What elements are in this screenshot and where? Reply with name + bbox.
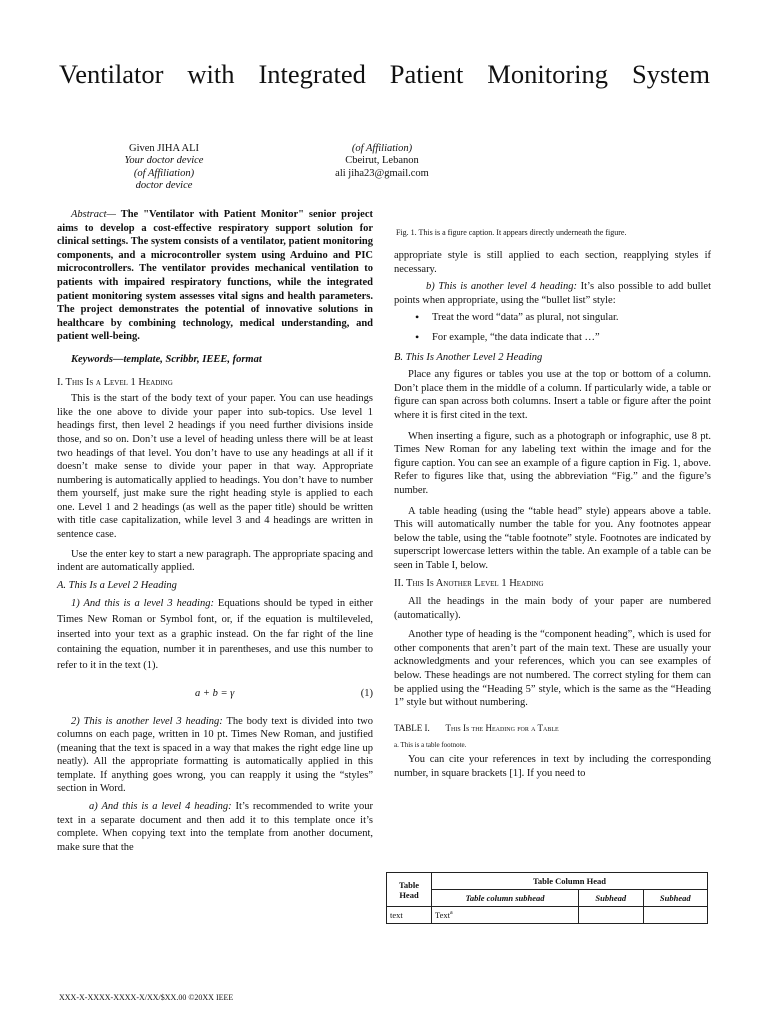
table-caption (394, 722, 711, 736)
body-paragraph: When inserting a figure, such as a photograph or infographic, use 8 pt. Times New Roman for any labeling text within the image and for the figure caption. You can see an example of a figure caption in Fig. 1, above. Refer to figures like that, using the abbreviation “Fig.” and the figure’s number. (394, 430, 711, 496)
level3-heading: 2) This is another level 3 heading: (71, 715, 223, 727)
data-table (386, 872, 708, 924)
page-footer: XXX-X-XXXX-XXXX-X/XX/$XX.00 ©20XX IEEE (59, 993, 234, 1002)
section-heading-2: II. This Is Another Level 1 Heading (394, 578, 544, 590)
table-column-head: Table Column Head (432, 873, 708, 890)
author-city: Cbeirut, Lebanon (345, 155, 419, 167)
bullet-item: • For example, “the data indicate that …” (432, 331, 711, 345)
left-column (57, 208, 373, 854)
body-paragraph: Use the enter key to start a new paragraph. The appropriate spacing and indent are automatically applied. (57, 548, 373, 574)
section-heading-1: I. This Is a Level 1 Heading (57, 376, 173, 388)
figure-caption: Fig. 1. This is a figure caption. It appears directly underneath the figure. (396, 228, 627, 237)
table-subhead: Subhead (579, 890, 644, 907)
table-cell: text (387, 907, 432, 924)
table-cell-text: Text (435, 910, 450, 920)
level4-text: It’s recommended to write your text in a separate document and then add it to this template once it’s complete. When copying text into the template from another document, make sure that the (57, 801, 373, 853)
author-block-2 (318, 143, 446, 180)
bullet-list (394, 311, 711, 344)
body-paragraph (394, 280, 711, 307)
keywords: Keywords—template, Scribbr, IEEE, format (71, 353, 262, 365)
level4-heading: a) And this is a level 4 heading: (89, 801, 232, 813)
table-cell (432, 907, 579, 924)
paper-title: Ventilator with Integrated Patient Monitoring System (59, 59, 710, 89)
author-dept: Your doctor device (124, 155, 204, 167)
table-label: TABLE I. (394, 722, 430, 733)
section-heading-a: A. This Is a Level 2 Heading (57, 579, 177, 591)
level3-text: Equations should be typed in either Times New Roman or Symbol font, or, if the equation is multileveled, inserted into your text as a graphic instead. On the far right of the line containing the equation, number it in parentheses, and use this number to refer to it in the text (1). (57, 598, 373, 671)
body-paragraph: This is the start of the body text of your paper. You can use headings like the one above to divide your paper into sub-topics. Use level 1 headings first, then level 2 headings if you need further divisions inside those, and so on. Don’t use a level of heading unless there will be at least two headings of that level. You don’t have to use any headings at all if it doesn’t make sense to divide your paper in that way. Appropriate numbering is automatically applied to headings. You don’t have to number them yourself, just make sure the right heading style is applied to each one. Level 1 and 2 headings (as well as the paper title) should be written with title case capitalization, while level 3 and 4 headings are written in sentence case. (57, 393, 373, 541)
body-paragraph: Another type of heading is the “component heading”, which is used for other components that aren’t part of the main text. These are usually your acknowledgments and your references, which you can see examples of below. These headings are not numbered. The correct styling for them can be applied using the “Heading 5” style, which is the same as the “Heading 1” style but without numbering. (394, 629, 711, 709)
table-head-cell: Table Head (387, 873, 432, 907)
author-affiliation: (of Affiliation) (351, 143, 413, 154)
author-affiliation: (of Affiliation) (133, 167, 195, 179)
equation-line (57, 687, 373, 701)
right-column (394, 228, 711, 780)
level4-text: It’s also possible to add bullet points when appropriate, using the “bullet list” style: (394, 281, 711, 306)
author-email: ali jiha23@gmail.com (335, 167, 429, 179)
author-name: Given JIHA ALI (129, 143, 199, 154)
table-title: This Is the Heading for a Table (445, 722, 559, 733)
abstract (57, 208, 373, 344)
level4-heading: b) This is another level 4 heading: (426, 281, 577, 293)
author-org: doctor device (135, 179, 193, 191)
table-subhead: Subhead (643, 890, 708, 907)
abstract-text: The "Ventilator with Patient Monitor" senior project aims to develop a cost-effective respiratory support solution for clinical settings. The system consists of a ventilator, patient monitoring components, and a microcontroller system using Arduino and PIC microcontrollers. The ventilator provides mechanical ventilation to patients with impaired respiratory functions, while the integrated patient monitoring system assesses vital signs and health parameters. The project demonstrates the potential of innovative solutions in healthcare by combining technology, medical understanding, and patient well-being. (57, 209, 373, 343)
level3-heading: 1) And this is a level 3 heading: (71, 598, 214, 610)
body-paragraph (57, 596, 373, 672)
level3-text: The body text is divided into two columns on each page, written in 10 pt. Times New Roman, and justified (meaning that the text is spaced in a way that makes the right edge line up neatly). All the appropriate formatting is automatically applied in this template. If anything goes wrong, you can reapply it using the “styles” section in Word. (57, 715, 373, 795)
table-cell (579, 907, 644, 924)
table-footnote: a. This is a table footnote. (394, 741, 467, 750)
body-paragraph (57, 800, 373, 854)
equation: a + b = γ (195, 687, 235, 699)
table-cell-footnote-mark: a (449, 910, 453, 917)
bullet-item: • Treat the word “data” as plural, not singular. (432, 311, 711, 325)
equation-number: (1) (360, 687, 373, 699)
body-paragraph: All the headings in the main body of your paper are numbered (automatically). (394, 596, 711, 621)
body-paragraph: A table heading (using the “table head” style) appears above a table. This will automatically number the table for you. Any footnotes appear below the table, using the “table footnote” style. Footnotes are indicated by superscript lowercase letters within the table. An example of a table can be seen in Table I, below. (394, 505, 711, 571)
abstract-label: Abstract— (71, 209, 116, 220)
author-block-1 (100, 143, 228, 192)
table-subhead: Table column subhead (432, 890, 579, 907)
body-paragraph: Place any figures or tables you use at the top or bottom of a column. Don’t place them in the middle of a column. If particularly wide, a table or figure can span across both columns. Insert a table or figure after the point where it is first cited in the text. (394, 369, 711, 421)
body-paragraph: appropriate style is still applied to each section, reapplying styles if necessary. (394, 250, 711, 275)
section-heading-b: B. This Is Another Level 2 Heading (394, 351, 543, 363)
body-paragraph (57, 715, 373, 797)
table-cell (643, 907, 708, 924)
body-paragraph: You can cite your references in text by including the corresponding number, in square brackets [1]. If you need to (394, 754, 711, 779)
